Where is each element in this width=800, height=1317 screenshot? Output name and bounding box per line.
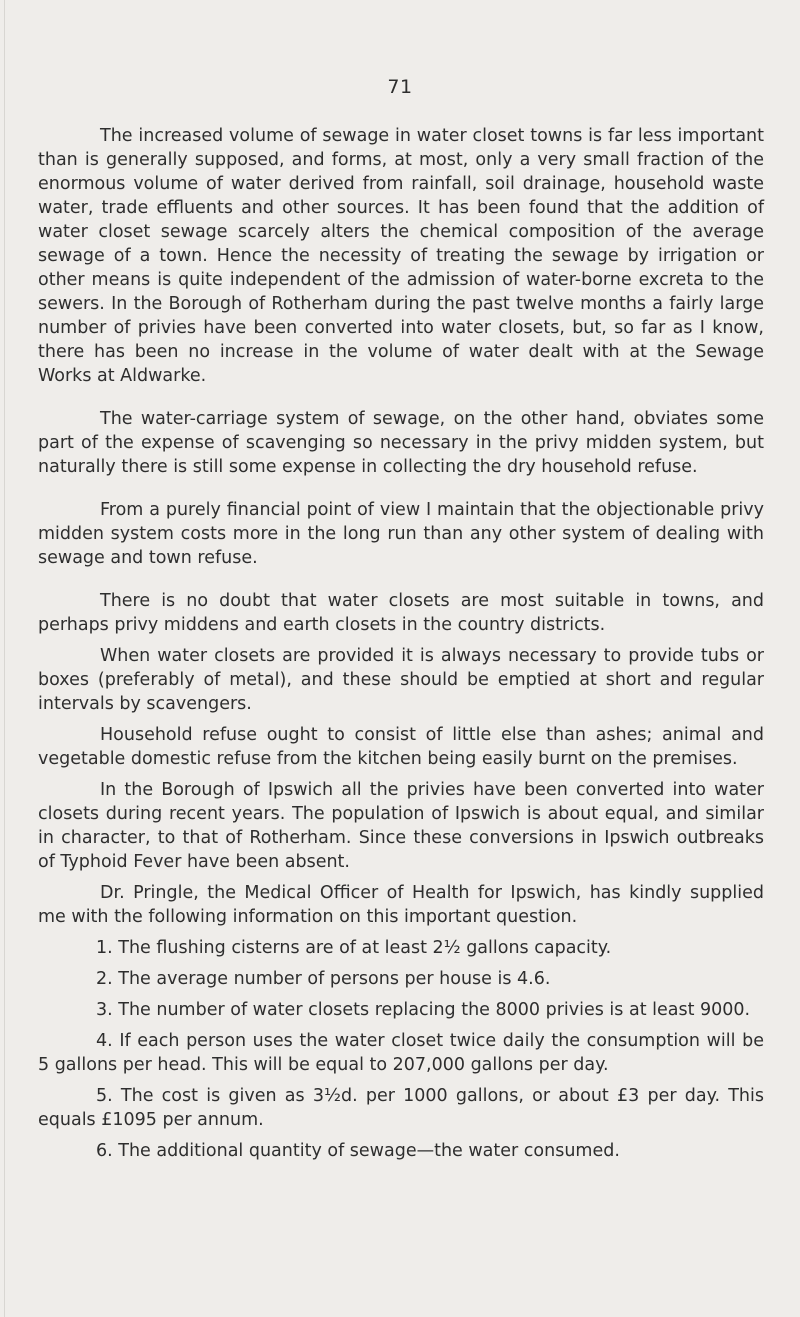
paragraph-tubs-boxes: When water closets are provided it is always necessary to provide tubs or boxes (preferably of metal), and these should be emptied at short and regular intervals by scavengers. [38,646,764,714]
paragraph-dr-pringle: Dr. Pringle, the Medical Officer of Health for Ipswich, has kindly supplied me with the following information on this important question. [38,883,764,927]
list-item: 4. If each person uses the water closet twice daily the consumption will be 5 gallons per head. This will be equal to 207,000 gallons per day. [38,1031,764,1075]
paragraph-financial-view: From a purely financial point of view I maintain that the objectionable privy midden system costs more in the long run than any other system of dealing with sewage and town refuse. [38,500,764,568]
list-item: 3. The number of water closets replacing the 8000 privies is at least 9000. [96,1000,751,1020]
list-item: 2. The average number of persons per house is 4.6. [96,969,551,989]
paragraph-household-refuse: Household refuse ought to consist of little else than ashes; animal and vegetable domestic refuse from the kitchen being easily burnt on the premises. [38,725,764,769]
list-item: 1. The flushing cisterns are of at least 2½ gallons capacity. [96,938,612,958]
paragraph-sewage-volume: The increased volume of sewage in water closet towns is far less important than is generally supposed, and forms, at most, only a very small fraction of the enormous volume of water derived from rainfall, soil drainage, household waste water, trade effluents and other sources. It has been found that the addition of water closet sewage scarcely alters the chemical composition of the average sewage of a town. Hence the necessity of treating the sewage by irrigation or other means is quite independent of the admission of water-borne excreta to the sewers. In the Borough of Rotherham during the past twelve months a fairly large number of privies have been converted into water closets, but, so far as I know, there has been no increase in the volume of water dealt with at the Sewage Works at Aldwarke. [38,126,764,386]
paragraph-ipswich: In the Borough of Ipswich all the privies have been converted into water closets during recent years. The population of Ipswich is about equal, and similar in character, to that of Rotherham. Since these conversions in Ipswich outbreaks of Typhoid Fever have been absent. [38,780,764,872]
body-text [38,124,764,1163]
paragraph-water-carriage: The water-carriage system of sewage, on the other hand, obviates some part of the expense of scavenging so necessary in the privy midden system, but naturally there is still some expense in collecting the dry household refuse. [38,409,764,477]
list-item: 6. The additional quantity of sewage—the water consumed. [96,1141,620,1161]
list-item: 5. The cost is given as 3½d. per 1000 gallons, or about £3 per day. This equals £1095 per annum. [38,1086,764,1130]
paragraph-water-closets-towns: There is no doubt that water closets are most suitable in towns, and perhaps privy middens and earth closets in the country districts. [38,591,764,635]
page-edge-line [4,0,5,1317]
page-number: 71 [387,76,413,98]
